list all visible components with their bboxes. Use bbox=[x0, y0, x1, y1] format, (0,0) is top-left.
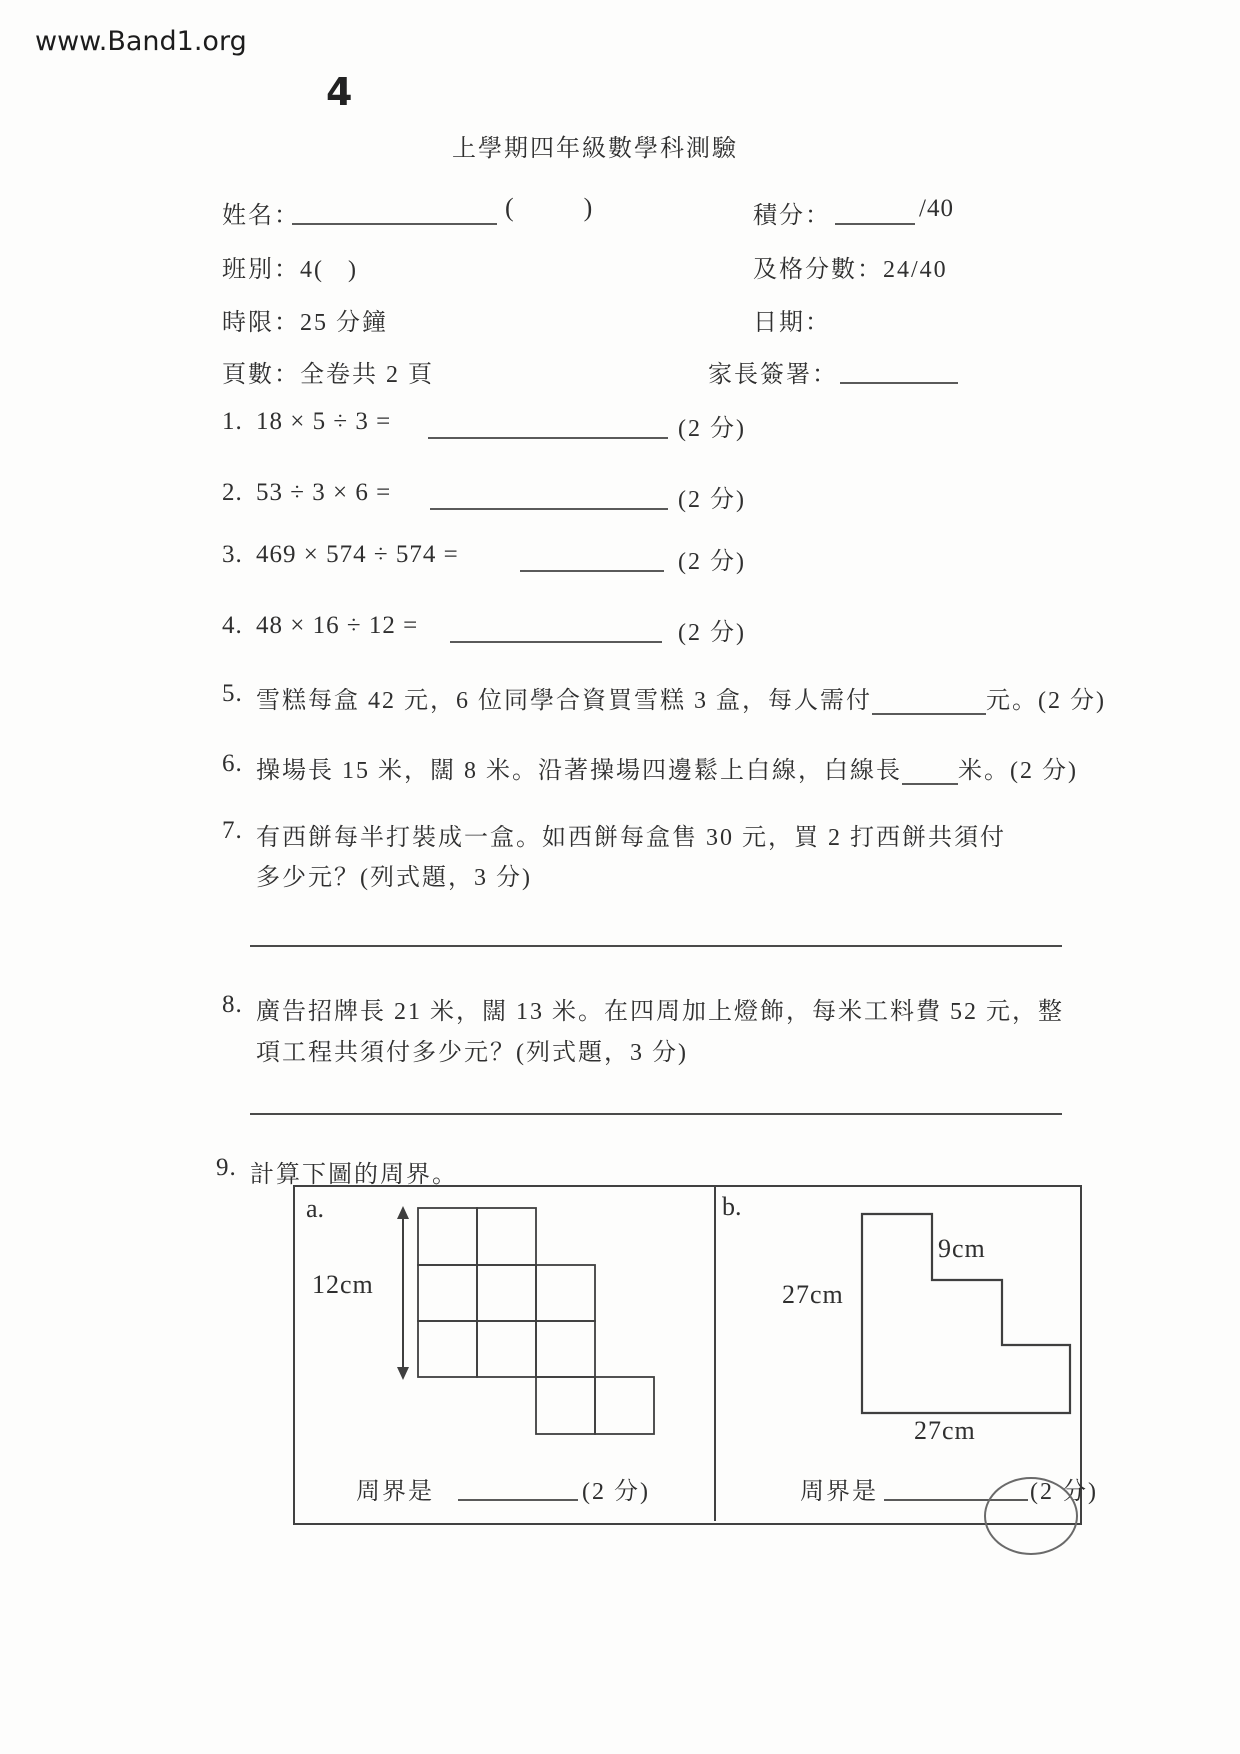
q4-number: 4. bbox=[222, 612, 243, 639]
figure-a-height-dimension: 12cm bbox=[312, 1270, 374, 1299]
panel-b-perimeter-marks: (2 分) bbox=[1030, 1479, 1098, 1505]
q2-number: 2. bbox=[222, 479, 243, 506]
exam-title: 上學期四年級數學科測驗 bbox=[452, 136, 738, 162]
q8-text-line1: 廣告招牌長 21 米，闊 13 米。在四周加上燈飾，每米工料費 52 元，整 bbox=[256, 999, 1064, 1025]
score-label: 積分： bbox=[753, 203, 831, 229]
q4-answer-blank bbox=[450, 613, 662, 643]
q5-tail: 元。(2 分) bbox=[986, 688, 1106, 714]
pages-label: 頁數：全卷共 2 頁 bbox=[222, 362, 434, 388]
q1-number: 1. bbox=[222, 408, 243, 435]
figure-b-step-dimension: 9cm bbox=[938, 1234, 986, 1263]
figure-b-bottom-dimension: 27cm bbox=[914, 1416, 976, 1445]
q3-number: 3. bbox=[222, 541, 243, 568]
q8-number: 8. bbox=[222, 991, 243, 1018]
panel-b-label: b. bbox=[722, 1192, 742, 1221]
q5-row bbox=[256, 680, 1106, 715]
q6-row bbox=[256, 750, 1078, 785]
q6-answer-blank bbox=[902, 755, 958, 785]
name-label: 姓名： bbox=[222, 203, 300, 229]
q6-tail: 米。(2 分) bbox=[958, 758, 1078, 784]
panel-a-label: a. bbox=[306, 1194, 325, 1223]
q9-text: 計算下圖的周界。 bbox=[250, 1162, 458, 1188]
figure-a-grid-shape bbox=[418, 1208, 654, 1434]
q7-working-line bbox=[250, 945, 1062, 947]
q3-marks: (2 分) bbox=[678, 549, 746, 575]
q4-marks: (2 分) bbox=[678, 620, 746, 646]
date-label: 日期： bbox=[753, 310, 831, 336]
q7-text-line2: 多少元？(列式題，3 分) bbox=[256, 865, 532, 891]
stamp-oval bbox=[984, 1477, 1078, 1555]
q6-text: 操場長 15 米，闊 8 米。沿著操場四邊鬆上白線，白線長 bbox=[256, 758, 902, 784]
q7-text-line1: 有西餅每半打裝成一盒。如西餅每盒售 30 元，買 2 打西餅共須付 bbox=[256, 825, 1006, 851]
pass-mark-label: 及格分數：24/40 bbox=[753, 257, 948, 283]
q1-expression: 18 × 5 ÷ 3 = bbox=[256, 408, 392, 435]
time-limit-label: 時限：25 分鐘 bbox=[222, 310, 388, 336]
q8-text-line2: 項工程共須付多少元？(列式題，3 分) bbox=[256, 1040, 688, 1066]
q5-text: 雪糕每盒 42 元，6 位同學合資買雪糕 3 盒，每人需付 bbox=[256, 688, 872, 714]
parent-sign-label: 家長簽署： bbox=[708, 362, 838, 388]
page-number: 4 bbox=[326, 70, 353, 114]
q2-expression: 53 ÷ 3 × 6 = bbox=[256, 479, 392, 506]
q3-expression: 469 × 574 ÷ 574 = bbox=[256, 541, 459, 568]
watermark: www.Band1.org bbox=[35, 26, 247, 57]
q8-working-line bbox=[250, 1113, 1062, 1115]
panel-a-perimeter-label: 周界是 bbox=[356, 1479, 434, 1505]
figure-a-height-arrow bbox=[397, 1206, 409, 1380]
q5-answer-blank bbox=[872, 685, 986, 715]
q9-number: 9. bbox=[216, 1154, 237, 1181]
name-blank bbox=[292, 197, 497, 225]
q4-expression: 48 × 16 ÷ 12 = bbox=[256, 612, 419, 639]
parent-sign-blank bbox=[840, 356, 958, 384]
q1-marks: (2 分) bbox=[678, 416, 746, 442]
q5-number: 5. bbox=[222, 680, 243, 707]
q6-number: 6. bbox=[222, 750, 243, 777]
q1-answer-blank bbox=[428, 409, 668, 439]
name-class-paren: ( ) bbox=[505, 193, 595, 222]
panel-b-perimeter-label: 周界是 bbox=[800, 1479, 878, 1505]
class-label: 班別：4( ) bbox=[222, 257, 358, 283]
panel-a-perimeter-marks: (2 分) bbox=[582, 1479, 650, 1505]
figure-b-left-dimension: 27cm bbox=[782, 1280, 844, 1309]
score-total: /40 bbox=[919, 195, 954, 222]
q2-marks: (2 分) bbox=[678, 487, 746, 513]
q3-answer-blank bbox=[520, 542, 664, 572]
panel-a-perimeter-blank bbox=[458, 1473, 578, 1501]
q2-answer-blank bbox=[430, 480, 668, 510]
q7-number: 7. bbox=[222, 817, 243, 844]
score-blank bbox=[835, 197, 915, 225]
